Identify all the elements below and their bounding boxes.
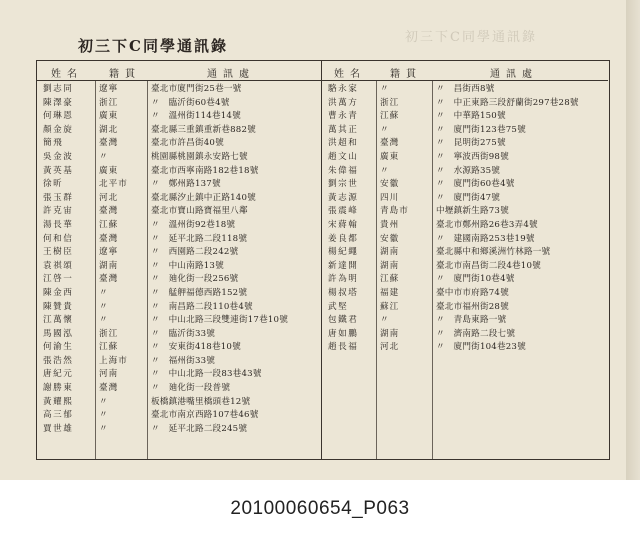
table-row <box>37 205 321 219</box>
person-name: 劉志同 <box>43 84 74 94</box>
native-place: 湖北 <box>99 124 119 135</box>
directory-right-half <box>321 61 608 459</box>
table-row <box>322 233 608 247</box>
person-name: 顏金旋 <box>43 124 74 135</box>
native-place: 蘇江 <box>380 301 400 312</box>
table-row <box>37 260 321 274</box>
table-row <box>37 83 321 97</box>
person-name: 張震峰 <box>328 206 359 217</box>
native-place: 江蘇 <box>380 111 400 122</box>
person-name: 簡飛 <box>43 138 64 149</box>
table-row <box>37 233 321 247</box>
mailing-address: 〃 廈門街60巷4號 <box>436 179 515 190</box>
mailing-address: 〃 安東街418巷10號 <box>151 342 241 353</box>
table-row <box>322 246 608 260</box>
native-place: 青島市 <box>380 206 409 217</box>
mailing-address: 臺北市南京西路107巷46號 <box>151 410 259 421</box>
mailing-address: 臺北市鄭州路26巷3弄4號 <box>436 219 538 230</box>
mailing-address: 〃 福州街33號 <box>151 355 216 366</box>
person-name: 洪超和 <box>328 138 359 149</box>
person-name: 陳贊貴 <box>43 301 74 312</box>
table-row <box>322 287 608 301</box>
person-name: 包鐵君 <box>328 315 359 326</box>
native-place: 臺灣 <box>99 206 119 217</box>
native-place: 河北 <box>99 192 119 203</box>
mailing-address: 〃 中華路150號 <box>436 111 506 122</box>
person-name: 黃志源 <box>328 192 359 203</box>
native-place: 浙江 <box>380 97 400 108</box>
person-name: 趙長福 <box>328 342 359 353</box>
mailing-address: 臺北市許昌街40號 <box>151 138 224 149</box>
mailing-address: 〃 中正東路三段舒蘭街297巷28號 <box>436 97 579 108</box>
native-place: 臺灣 <box>99 274 119 285</box>
native-place: 湖南 <box>380 260 400 271</box>
native-place: 〃 <box>99 151 109 162</box>
native-place: 臺灣 <box>99 138 119 149</box>
mailing-address: 〃 廈門街104巷23號 <box>436 342 526 353</box>
mailing-address: 〃 中山北路一段83巷43號 <box>151 369 262 380</box>
page-title: 初三下C同學通訊錄 <box>78 37 228 55</box>
person-name: 宋蔣翰 <box>328 219 359 230</box>
native-place: 湖南 <box>380 247 400 258</box>
table-row <box>37 110 321 124</box>
native-place: 貴州 <box>380 219 400 230</box>
person-name: 何渝生 <box>43 342 74 353</box>
native-place: 臺灣 <box>99 233 119 244</box>
table-row <box>37 328 321 342</box>
native-place: 北平市 <box>99 179 128 190</box>
table-row <box>322 137 608 151</box>
table-row <box>37 124 321 138</box>
mailing-address: 臺北縣三重鎮重新巷882號 <box>151 124 256 135</box>
native-place: 〃 <box>99 315 109 326</box>
table-row <box>322 124 608 138</box>
mailing-address: 板橋鎮港嘴里橋頭巷12號 <box>151 396 251 407</box>
person-name: 唐如鵬 <box>328 328 359 339</box>
native-place: 廣東 <box>99 111 119 122</box>
table-row <box>37 287 321 301</box>
mailing-address: 〃 中山南路13號 <box>151 260 224 271</box>
native-place: 〃 <box>380 84 390 94</box>
table-row <box>322 260 608 274</box>
native-place: 安徽 <box>380 233 400 244</box>
next-page-edge <box>626 0 640 480</box>
table-row <box>37 423 321 437</box>
mailing-address: 〃 溫州街92巷18號 <box>151 219 236 230</box>
person-name: 新達開 <box>328 260 359 271</box>
person-name: 唐紀元 <box>43 369 74 380</box>
table-row <box>37 178 321 192</box>
table-row <box>322 97 608 111</box>
native-place: 浙江 <box>99 328 119 339</box>
table-row <box>37 314 321 328</box>
mailing-address: 〃 延平北路二段118號 <box>151 233 248 244</box>
person-name: 許為明 <box>328 274 359 285</box>
bleed-through-text: 初三下C同學通訊錄 <box>405 30 537 45</box>
header-origin: 籍貫 <box>390 69 422 80</box>
table-row <box>37 246 321 260</box>
mailing-address: 臺北市西寧南路182巷18號 <box>151 165 259 176</box>
table-row <box>322 192 608 206</box>
native-place: 〃 <box>380 124 390 135</box>
person-name: 張浩然 <box>43 355 74 366</box>
mailing-address: 〃 廈門街47號 <box>436 192 501 203</box>
header-name: 姓名 <box>51 69 83 80</box>
native-place: 湖南 <box>380 328 400 339</box>
person-name: 吳金波 <box>43 151 74 162</box>
person-name: 袁祺頌 <box>43 260 74 271</box>
native-place: 遼寧 <box>99 247 119 258</box>
person-name: 徐昕 <box>43 179 64 190</box>
person-name: 許克宙 <box>43 206 74 217</box>
mailing-address: 〃 濟南路二段七號 <box>436 328 516 339</box>
table-row <box>322 219 608 233</box>
table-row <box>37 368 321 382</box>
table-row <box>322 328 608 342</box>
native-place: 〃 <box>99 301 109 312</box>
mailing-address: 臺北縣中和鄉溪洲竹林路一號 <box>436 247 551 258</box>
person-name: 陳金西 <box>43 287 74 298</box>
table-row <box>37 192 321 206</box>
table-row <box>37 396 321 410</box>
mailing-address: 〃 鄭州路137號 <box>151 179 221 190</box>
native-place: 〃 <box>99 423 109 434</box>
mailing-address: 〃 溫州街114巷14號 <box>151 111 241 122</box>
person-name: 姜良都 <box>328 233 359 244</box>
table-row <box>322 83 608 97</box>
person-name: 劉宗世 <box>328 179 359 190</box>
table-row <box>322 301 608 315</box>
native-place: 湖南 <box>99 260 119 271</box>
mailing-address: 臺中市市府路74號 <box>436 287 509 298</box>
mailing-address: 〃 廸化街一段256號 <box>151 274 239 285</box>
mailing-address: 〃 昆明街275號 <box>436 138 506 149</box>
table-row <box>37 219 321 233</box>
person-name: 江啓一 <box>43 274 74 285</box>
table-row <box>37 355 321 369</box>
native-place: 江蘇 <box>99 219 119 230</box>
table-row <box>37 382 321 396</box>
mailing-address: 〃 臨沂街33號 <box>151 328 216 339</box>
mailing-address: 〃 水源路35號 <box>436 165 501 176</box>
header-address: 通訊處 <box>490 69 538 80</box>
person-name: 王樹臣 <box>43 247 74 258</box>
table-row <box>37 273 321 287</box>
native-place: 江蘇 <box>380 274 400 285</box>
table-row <box>322 178 608 192</box>
native-place: 河南 <box>99 369 119 380</box>
person-name: 萬其正 <box>328 124 359 135</box>
mailing-address: 〃 艋舺福德西路152號 <box>151 287 248 298</box>
header-origin: 籍貫 <box>109 69 141 80</box>
person-name: 朱偉福 <box>328 165 359 176</box>
native-place: 浙江 <box>99 97 119 108</box>
mailing-address: 桃園縣桃園鎮永安路七號 <box>151 151 248 162</box>
person-name: 趙文山 <box>328 151 359 162</box>
person-name: 黃耀熙 <box>43 396 74 407</box>
person-name: 武堅 <box>328 301 349 312</box>
person-name: 駱永家 <box>328 84 359 94</box>
mailing-address: 〃 西園路二段242號 <box>151 247 239 258</box>
left-rows <box>37 83 321 436</box>
mailing-address: 臺北市廈門街25巷一號 <box>151 84 242 94</box>
native-place: 〃 <box>99 410 109 421</box>
table-row <box>37 137 321 151</box>
header-address: 通訊處 <box>207 69 255 80</box>
mailing-address: 〃 臨沂街60巷4號 <box>151 97 230 108</box>
native-place: 遼寧 <box>99 84 119 94</box>
person-name: 賈世雄 <box>43 423 74 434</box>
person-name: 江萬懷 <box>43 315 74 326</box>
table-row <box>37 97 321 111</box>
mailing-address: 〃 廸化街一段普號 <box>151 383 231 394</box>
native-place: 福建 <box>380 287 400 298</box>
native-place: 〃 <box>380 315 390 326</box>
person-name: 高三郁 <box>43 410 74 421</box>
table-row <box>37 165 321 179</box>
table-row <box>37 151 321 165</box>
person-name: 陳澤豪 <box>43 97 74 108</box>
mailing-address: 臺北縣汐止鎮中正路140號 <box>151 192 256 203</box>
table-row <box>322 205 608 219</box>
mailing-address: 〃 寧波西街98號 <box>436 151 509 162</box>
header-name: 姓名 <box>334 69 366 80</box>
person-name: 湯長華 <box>43 219 74 230</box>
table-row <box>322 314 608 328</box>
table-row <box>322 341 608 355</box>
native-place: 河北 <box>380 342 400 353</box>
mailing-address: 〃 青島東路一號 <box>436 315 507 326</box>
native-place: 安徽 <box>380 179 400 190</box>
mailing-address: 中壢鎮新生路73號 <box>436 206 509 217</box>
right-rows <box>322 83 608 355</box>
mailing-address: 〃 中山北路三段雙連街17巷10號 <box>151 315 288 326</box>
mailing-address: 〃 南昌路二段110巷4號 <box>151 301 253 312</box>
directory-table <box>36 60 610 460</box>
native-place: 臺灣 <box>99 383 119 394</box>
person-name: 洪萬方 <box>328 97 359 108</box>
person-name: 何和信 <box>43 233 74 244</box>
native-place: 上海市 <box>99 355 128 366</box>
native-place: 廣東 <box>99 165 119 176</box>
person-name: 馬國泓 <box>43 328 74 339</box>
table-row <box>322 165 608 179</box>
table-row <box>322 151 608 165</box>
table-row <box>37 341 321 355</box>
mailing-address: 臺北市福州街28號 <box>436 301 509 312</box>
person-name: 張玉群 <box>43 192 74 203</box>
directory-left-half <box>37 61 321 459</box>
native-place: 廣東 <box>380 151 400 162</box>
mailing-address: 〃 延平北路二段245號 <box>151 423 248 434</box>
native-place: 江蘇 <box>99 342 119 353</box>
person-name: 曹永青 <box>328 111 359 122</box>
table-header-left <box>37 61 321 81</box>
mailing-address: 〃 建國南路253巷19號 <box>436 233 535 244</box>
image-caption: 20100060654_P063 <box>230 498 410 519</box>
person-name: 何琳恩 <box>43 111 74 122</box>
person-name: 黃英基 <box>43 165 74 176</box>
native-place: 〃 <box>380 165 390 176</box>
mailing-address: 〃 昌街西8號 <box>436 84 495 94</box>
table-row <box>37 301 321 315</box>
table-header-right <box>322 61 608 81</box>
mailing-address: 臺北市南昌街二段4巷10號 <box>436 260 541 271</box>
native-place: 〃 <box>99 396 109 407</box>
person-name: 謝勝東 <box>43 383 74 394</box>
person-name: 楊叔塔 <box>328 287 359 298</box>
mailing-address: 〃 廈門街10巷4號 <box>436 274 515 285</box>
table-row <box>322 110 608 124</box>
native-place: 臺灣 <box>380 138 400 149</box>
mailing-address: 臺北市寶山路寶福里八鄰 <box>151 206 248 217</box>
native-place: 〃 <box>99 287 109 298</box>
mailing-address: 〃 廈門街123巷75號 <box>436 124 526 135</box>
table-row <box>37 409 321 423</box>
native-place: 四川 <box>380 192 400 203</box>
table-row <box>322 273 608 287</box>
person-name: 楊紀繩 <box>328 247 359 258</box>
